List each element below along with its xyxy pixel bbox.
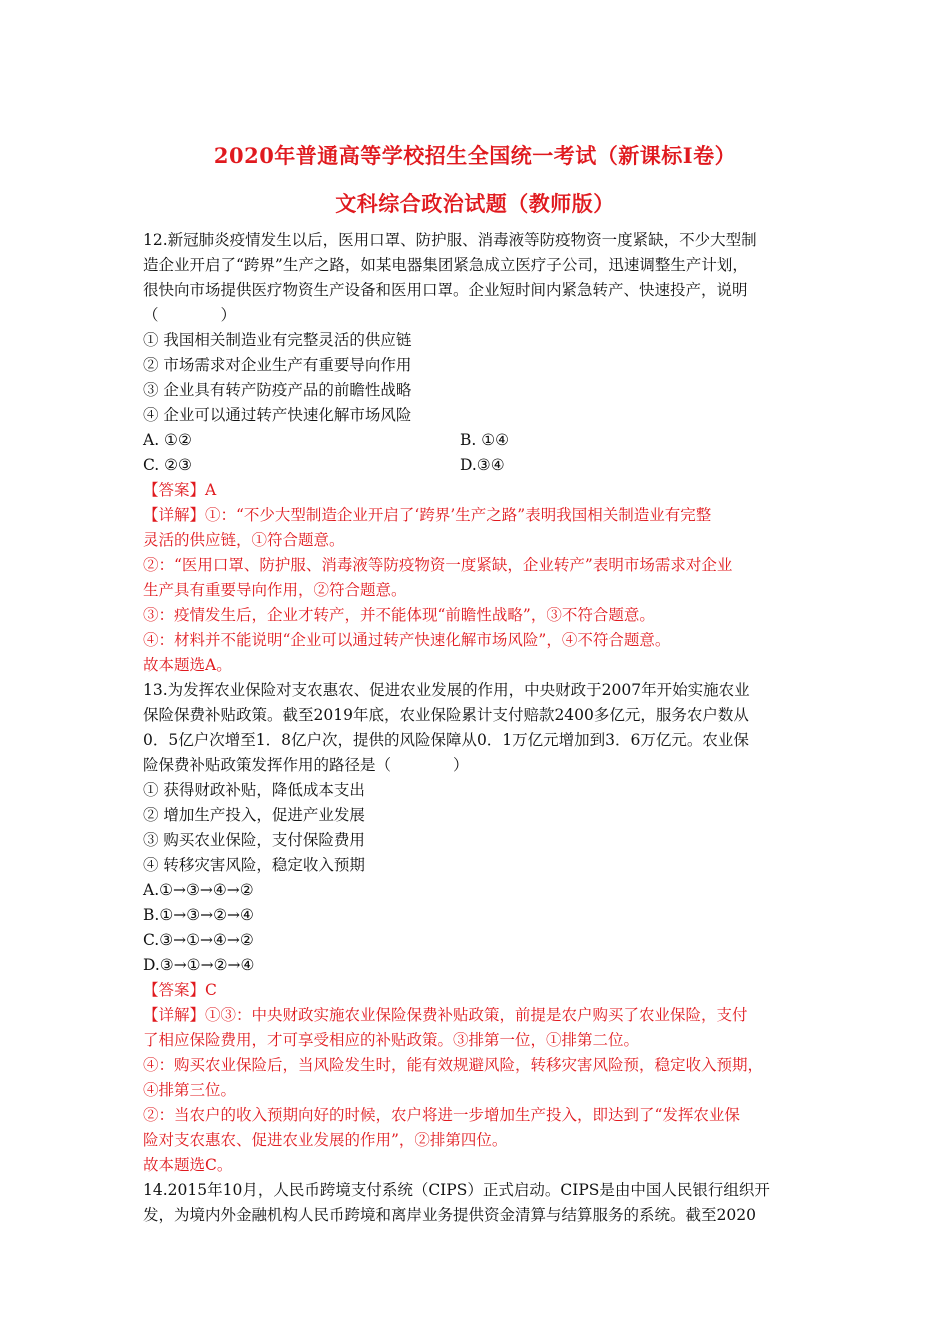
explanation-line: 灵活的供应链，①符合题意。 — [143, 531, 345, 549]
question-stem-line: 保险保费补贴政策。截至2019年底，农业保险累计支付赔款2400多亿元，服务农户数从 — [143, 706, 749, 724]
option-b: B. ①④ — [460, 431, 510, 449]
option-row — [143, 428, 823, 453]
statement-item: ① 我国相关制造业有完整灵活的供应链 — [143, 331, 412, 349]
exam-title: 2020年普通高等学校招生全国统一考试（新课标Ⅰ卷） — [213, 143, 737, 168]
option-c: C.③→①→④→② — [143, 931, 254, 949]
option-d: D.③④ — [460, 456, 505, 474]
option-d: D.③→①→②→④ — [143, 956, 255, 974]
question-stem-line: 13.为发挥农业保险对支农惠农、促进农业发展的作用，中央财政于2007年开始实施农业 — [143, 681, 750, 699]
statement-item: ② 市场需求对企业生产有重要导向作用 — [143, 356, 412, 374]
question-stem-line: 12.新冠肺炎疫情发生以后，医用口罩、防护服、消毒液等防疫物资一度紧缺，不少大型制 — [143, 231, 757, 249]
conclusion-line: 故本题选C。 — [143, 1156, 233, 1174]
statement-item: ② 增加生产投入，促进产业发展 — [143, 806, 365, 824]
explanation-line: 【详解】①③：中央财政实施农业保险保费补贴政策，前提是农户购买了农业保险，支付 — [143, 1006, 748, 1024]
explanation-line: 险对支农惠农、促进农业发展的作用”，②排第四位。 — [143, 1131, 508, 1149]
answer-label: 【答案】A — [143, 481, 217, 499]
explanation-line: ④排第三位。 — [143, 1081, 237, 1099]
option-a: A. ①② — [143, 431, 192, 449]
explanation-line: ③：疫情发生后，企业才转产，并不能体现“前瞻性战略”，③不符合题意。 — [143, 606, 655, 624]
exam-subtitle: 文科综合政治试题（教师版） — [335, 191, 615, 216]
question-stem-line: 0．5亿户次增至1．8亿户次，提供的风险保障从0．1万亿元增加到3．6万亿元。农业保 — [143, 731, 749, 749]
explanation-line: ④：材料并不能说明“企业可以通过转产快速化解市场风险”，④不符合题意。 — [143, 631, 671, 649]
explanation-line: 了相应保险费用，才可享受相应的补贴政策。③排第一位，①排第二位。 — [143, 1031, 640, 1049]
question-stem-line: 发，为境内外金融机构人民币跨境和离岸业务提供资金清算与结算服务的系统。截至2020 — [143, 1206, 756, 1224]
option-a: A.①→③→④→② — [143, 881, 254, 899]
statement-item: ④ 企业可以通过转产快速化解市场风险 — [143, 406, 412, 424]
statement-item: ④ 转移灾害风险，稳定收入预期 — [143, 856, 365, 874]
option-row — [143, 453, 823, 478]
question-stem-line: （ ） — [143, 306, 237, 324]
explanation-line: 生产具有重要导向作用，②符合题意。 — [143, 581, 407, 599]
answer-label: 【答案】C — [143, 981, 217, 999]
option-b: B.①→③→②→④ — [143, 906, 254, 924]
conclusion-line: 故本题选A。 — [143, 656, 232, 674]
document-body — [143, 228, 823, 1228]
statement-item: ① 获得财政补贴，降低成本支出 — [143, 781, 365, 799]
question-12 — [143, 228, 823, 678]
explanation-line: ④：购买农业保险后，当风险发生时，能有效规避风险，转移灾害风险预，稳定收入预期， — [143, 1056, 764, 1074]
question-stem-line: 造企业开启了“跨界”生产之路，如某电器集团紧急成立医疗子公司，迅速调整生产计划， — [143, 256, 748, 274]
question-14 — [143, 1178, 823, 1228]
explanation-line: ②：当农户的收入预期向好的时候，农户将进一步增加生产投入，即达到了“发挥农业保 — [143, 1106, 740, 1124]
question-stem-line: 险保费补贴政策发挥作用的路径是（ ） — [143, 756, 469, 774]
question-stem-line: 14.2015年10月，人民币跨境支付系统（CIPS）正式启动。CIPS是由中国人民银行组织开 — [143, 1181, 770, 1199]
explanation-line: 【详解】①：“不少大型制造企业开启了‘跨界’生产之路”表明我国相关制造业有完整 — [143, 506, 712, 524]
question-stem-line: 很快向市场提供医疗物资生产设备和医用口罩。企业短时间内紧急转产、快速投产，说明 — [143, 281, 748, 299]
statement-item: ③ 购买农业保险，支付保险费用 — [143, 831, 365, 849]
statement-item: ③ 企业具有转产防疫产品的前瞻性战略 — [143, 381, 412, 399]
explanation-line: ②：“医用口罩、防护服、消毒液等防疫物资一度紧缺，企业转产”表明市场需求对企业 — [143, 556, 733, 574]
question-13 — [143, 678, 823, 1178]
option-c: C. ②③ — [143, 456, 192, 474]
